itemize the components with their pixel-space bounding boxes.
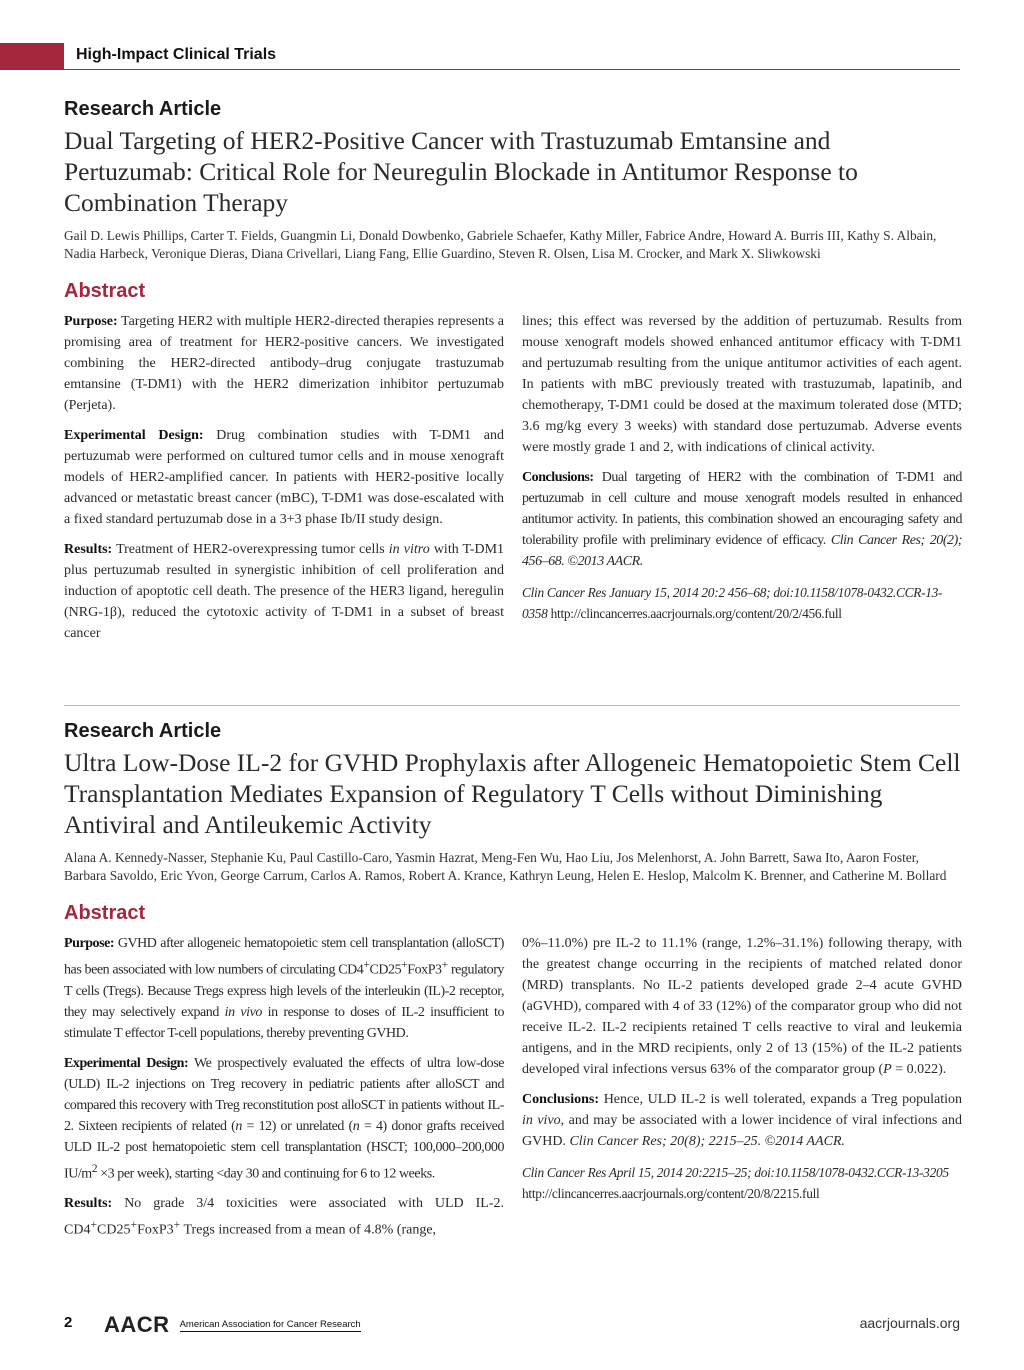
abstract-columns	[64, 933, 962, 1250]
article-authors: Alana A. Kennedy-Nasser, Stephanie Ku, Paul Castillo-Caro, Yasmin Hazrat, Meng-Fen Wu, Hao Liu, Jos Melenhorst, A. John Barrett, Sawa Ito, Aaron Foster, Barbara Savoldo, Eric Yvon, George Carrum, Carlos A. Ramos, Robert A. Krance, Kathryn Leung, Helen E. Heslop, Malcolm K. Brenner, and Catherine M. Bollard	[64, 850, 947, 883]
purpose-text: GVHD after allogeneic hematopoietic stem cell transplantation (alloSCT) has been associated with low numbers of circulating CD4	[64, 936, 504, 978]
abstract-heading: Abstract	[64, 902, 146, 924]
conclusions-label: Conclusions:	[522, 470, 594, 485]
article-citation	[522, 1162, 962, 1204]
abstract-right-column	[522, 311, 962, 653]
abstract-purpose	[64, 933, 504, 1044]
abstract-columns	[64, 311, 962, 653]
article-type: Research Article	[64, 98, 222, 120]
design-label: Experimental Design:	[64, 428, 204, 443]
abstract-conclusions	[522, 467, 962, 572]
aacr-logo-wordmark: AACR	[104, 1312, 170, 1337]
superscript-2: 2	[91, 1161, 98, 1175]
abstract-left-column	[64, 933, 504, 1250]
results-continued-end: = 0.022).	[895, 1062, 947, 1077]
article-title: Ultra Low-Dose IL-2 for GVHD Prophylaxis after Allogeneic Hematopoietic Stem Cell Transplantation Mediates Expansion of Regulatory T Cells without Diminishing Antiviral and Antileukemic Activity	[64, 748, 961, 839]
article-title: Dual Targeting of HER2-Positive Cancer with Trastuzumab Emtansine and Pertuzumab: Critical Role for Neuregulin Blockade in Antitumor Response to Combination Therapy	[64, 126, 858, 217]
results-text-cont: with T-DM1 plus pertuzumab resulted in synergistic inhibition of cell proliferation and induction of apoptotic cell death. The presence of the HER3 ligand, heregulin (NRG-1β), reduced the cytotoxic activity of T-DM1 in a subset of breast cancer	[64, 542, 505, 641]
results-continued-text: 0%–11.0%) pre IL-2 to 11.1% (range, 1.2%–31.1%) following therapy, with the greatest change occurring in the recipients of matched related donor (MRD) transplants. No IL-2 patients developed grade 2–4 acute GVHD (aGVHD), compared with 4 of 33 (12%) of the comparator group who did not receive IL-2. IL-2 recipients retained T cells reactive to viral and leukemia antigens, and in the MRD recipients, only 2 of 13 (15%) of the IL-2 patients developed viral infections versus 63% of the comparator group (	[522, 936, 962, 1077]
citation-url[interactable]: http://clincancerres.aacrjournals.org/content/20/8/2215.full	[522, 1186, 820, 1201]
purpose-label: Purpose:	[64, 936, 115, 951]
results-text-cont: Tregs increased from a mean of 4.8% (range,	[183, 1222, 437, 1238]
abstract-design	[64, 425, 504, 530]
purpose-text-cont: regulatory T cells (Tregs). Because Tregs express high levels of the interleukin (IL)-2 receptor, they may selectively expand	[64, 962, 504, 1020]
abstract-purpose	[64, 311, 504, 416]
design-text-end: ×3 per week), starting <day 30 and continuing for 6 to 12 weeks.	[100, 1166, 435, 1182]
abstract-results-continued	[522, 933, 962, 1080]
results-text: Treatment of HER2-overexpressing tumor cells	[116, 542, 385, 557]
citation-reference: Clin Cancer Res April 15, 2014 20:2215–25; doi:10.1158/1078-0432.CCR-13-3205	[522, 1165, 949, 1180]
superscript-plus: +	[401, 958, 408, 971]
header-accent-block	[0, 43, 64, 70]
abstract-results	[64, 539, 504, 644]
conclusions-text: Dual targeting of HER2 with the combination of T-DM1 and pertuzumab in cell culture and mouse xenograft models resulted in enhanced antitumor activity. In patients, this combination showed an encouraging safety and tolerability profile with preliminary evidence of efficacy.	[522, 470, 962, 548]
marker-foxp3: FoxP3	[407, 962, 442, 978]
journal-section-label: High-Impact Clinical Trials	[76, 46, 277, 63]
conclusions-reference: Clin Cancer Res; 20(8); 2215–25. ©2014 AACR.	[569, 1134, 846, 1149]
conclusions-text: Hence, ULD IL-2 is well tolerated, expands a Treg population	[603, 1092, 962, 1107]
results-label: Results:	[64, 542, 113, 557]
conclusions-reference: Clin Cancer Res; 20(2); 456–68. ©2013 AACR.	[522, 533, 962, 569]
article-type: Research Article	[64, 720, 222, 742]
abstract-right-column	[522, 933, 962, 1250]
abstract-conclusions	[522, 1089, 962, 1152]
superscript-plus: +	[363, 958, 370, 971]
article-authors: Gail D. Lewis Phillips, Carter T. Fields, Guangmin Li, Donald Dowbenko, Gabriele Schaefer, Kathy Miller, Fabrice Andre, Howard A. Burris III, Kathy S. Albain, Nadia Harbeck, Veronique Dieras, Diana Crivellari, Liang Fang, Ellie Guardino, Steven R. Olsen, Lisa M. Crocker, and Mark X. Sliwkowski	[64, 228, 937, 261]
header-rule	[64, 69, 960, 70]
purpose-emphasis: in vivo	[224, 1004, 262, 1020]
design-label: Experimental Design:	[64, 1055, 189, 1071]
results-text: No grade 3/4 toxicities were associated with ULD IL-2. CD4	[64, 1196, 504, 1238]
marker-cd25: CD25	[97, 1222, 131, 1238]
superscript-plus: +	[90, 1218, 98, 1232]
page-footer	[64, 1312, 960, 1338]
design-text-n1: = 12) or unrelated (	[246, 1118, 353, 1134]
superscript-plus: +	[130, 1218, 138, 1232]
abstract-heading: Abstract	[64, 280, 146, 302]
results-emphasis: in vitro	[388, 542, 430, 557]
journal-website[interactable]: aacrjournals.org	[859, 1315, 960, 1331]
abstract-results	[64, 1193, 504, 1241]
purpose-text: Targeting HER2 with multiple HER2-directed therapies represents a promising area of treatment for HER2-positive cancers. We investigated combining the HER2-directed antibody–drug conjugate trastuzumab emtansine (T-DM1) with the HER2 dimerization inhibitor pertuzumab (Perjeta).	[64, 314, 505, 413]
design-text: Drug combination studies with T-DM1 and pertuzumab were performed on cultured tumor cells and in mouse xenograft models of HER2-amplified cancer. In patients with HER2-positive locally advanced or metastatic breast cancer (mBC), T-DM1 was dose-escalated with a fixed standard pertuzumab dose in a 3+3 phase Ib/II study design.	[64, 428, 504, 527]
article-1	[64, 98, 962, 653]
variable-p: P	[883, 1062, 892, 1077]
purpose-text-end: in response to doses of IL-2 insufficient to stimulate T effector T-cell populations, thereby preventing GVHD.	[64, 1004, 504, 1041]
citation-url[interactable]: http://clincancerres.aacrjournals.org/content/20/2/456.full	[550, 606, 842, 621]
abstract-design	[64, 1053, 504, 1185]
aacr-logo	[104, 1312, 361, 1338]
variable-n: n	[235, 1118, 242, 1134]
abstract-left-column	[64, 311, 504, 653]
variable-n: n	[352, 1118, 360, 1134]
conclusions-text-cont: , and may be associated with a lower incidence of viral infections and GVHD.	[522, 1113, 962, 1149]
marker-cd25: CD25	[369, 962, 402, 978]
conclusions-label: Conclusions:	[522, 1092, 600, 1107]
marker-foxp3: FoxP3	[137, 1222, 174, 1238]
abstract-results-continued: lines; this effect was reversed by the addition of pertuzumab. Results from mouse xenograft models showed enhanced antitumor efficacy with T-DM1 and pertuzumab resulting from the unique antitumor activities of each agent. In patients with mBC previously treated with trastuzumab, lapatinib, and chemotherapy, T-DM1 could be dosed at the maximum tolerated dose (MTD; 3.6 mg/kg every 3 weeks) with standard dose pertuzumab. Adverse events were mostly grade 1 and 2, with indications of clinical activity.	[522, 314, 962, 455]
purpose-label: Purpose:	[64, 314, 118, 329]
design-text: We prospectively evaluated the effects of ultra low-dose (ULD) IL-2 injections on Treg recovery in pediatric patients after alloSCT and compared this recovery with Treg reconstitution post alloSCT in patients without IL-2. Sixteen recipients of related (	[64, 1055, 504, 1134]
aacr-org-name: American Association for Cancer Research	[179, 1318, 361, 1330]
article-2	[64, 720, 962, 1250]
superscript-plus: +	[441, 958, 448, 971]
citation-reference: Clin Cancer Res January 15, 2014 20:2 456–68; doi:10.1158/1078-0432.CCR-13-0358	[522, 585, 943, 621]
conclusions-emphasis: in vivo	[522, 1113, 561, 1128]
results-label: Results:	[64, 1196, 113, 1212]
design-text-n2: = 4) donor grafts received ULD IL-2 post hematopoietic stem cell transplantation (HSCT; 100,000–200,000 IU/m	[64, 1118, 504, 1182]
superscript-plus: +	[173, 1218, 181, 1232]
article-divider	[64, 705, 960, 706]
article-citation	[522, 582, 962, 624]
page-number: 2	[64, 1314, 73, 1331]
aacr-logo-mark	[104, 1312, 170, 1338]
